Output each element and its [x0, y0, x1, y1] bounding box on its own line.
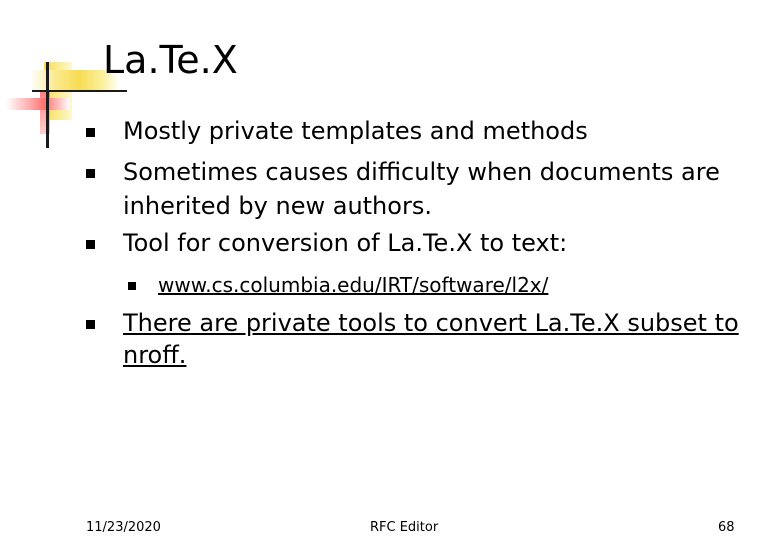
red-accent-horizontal [6, 98, 70, 110]
bullet-text-continued: inherited by new authors. [123, 192, 432, 220]
sub-bullet-square-icon [128, 282, 136, 290]
bullet-square-icon [86, 169, 95, 178]
bullet-square-icon [86, 128, 95, 137]
page-number: 68 [718, 520, 735, 535]
private-tools-link[interactable]: There are private tools to convert La.Te.X subset to [123, 309, 739, 337]
bullet-text: Sometimes causes difficulty when documents are [123, 158, 720, 186]
crosshair-horizontal-line [32, 90, 127, 92]
crosshair-vertical-line [46, 62, 49, 148]
bullet-square-icon [86, 240, 95, 249]
software-link[interactable]: www.cs.columbia.edu/IRT/software/l2x/ [158, 273, 549, 297]
footer-title: RFC Editor [370, 520, 439, 535]
bullet-square-icon [86, 320, 95, 329]
bullet-text: Mostly private templates and methods [123, 117, 588, 145]
private-tools-link-continued[interactable]: nroff. [123, 341, 187, 369]
slide-title: La.Te.X [103, 38, 238, 82]
bullet-text: Tool for conversion of La.Te.X to text: [123, 229, 568, 257]
footer-date: 11/23/2020 [86, 520, 161, 535]
